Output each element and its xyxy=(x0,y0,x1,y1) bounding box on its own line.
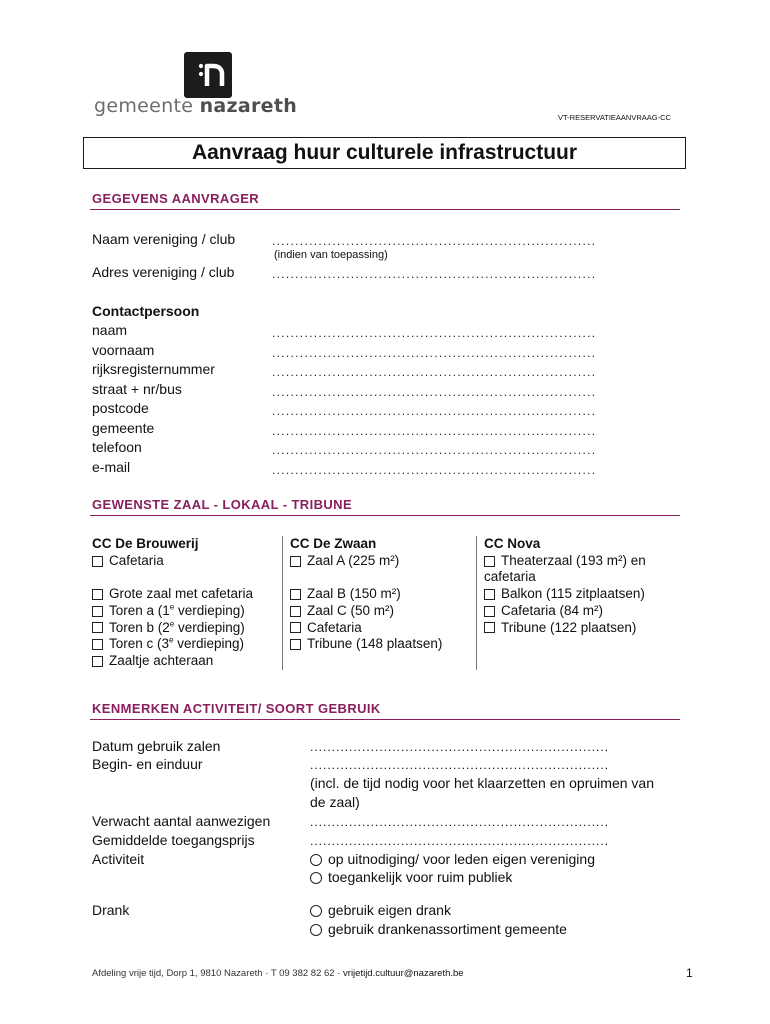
label-naam-vereniging: Naam vereniging / club xyxy=(92,231,236,247)
footer-address xyxy=(92,968,464,979)
checkbox[interactable] xyxy=(92,556,103,567)
text: verdieping) xyxy=(174,619,245,635)
radio-label: op uitnodiging/ voor leden eigen vereniging xyxy=(328,851,595,867)
label-drank: Drank xyxy=(92,902,130,918)
section-divider xyxy=(90,515,680,516)
field-gemeente[interactable]: ...................................................................... xyxy=(272,424,597,438)
option-zwaan-cafetaria[interactable] xyxy=(290,620,470,637)
option-brouwerij-cafetaria[interactable] xyxy=(92,553,282,570)
gemeente-logo-mark xyxy=(184,52,232,98)
option-zwaan-zaal-c[interactable] xyxy=(290,603,470,620)
checkbox[interactable] xyxy=(484,622,495,633)
field-straat[interactable]: ...................................................................... xyxy=(272,385,597,399)
checkbox[interactable] xyxy=(290,639,301,650)
option-label: Cafetaria xyxy=(307,619,362,635)
radio-drank-eigen[interactable] xyxy=(310,901,700,920)
option-label: Tribune (148 plaatsen) xyxy=(307,636,443,652)
option-label: Cafetaria (84 m²) xyxy=(501,602,604,618)
option-label: Zaal B (150 m²) xyxy=(307,586,401,602)
checkbox[interactable] xyxy=(92,639,103,650)
document-code: VT-RESERVATIEAANVRAAG-CC xyxy=(558,113,671,122)
option-nova-balkon[interactable] xyxy=(484,586,684,603)
checkbox[interactable] xyxy=(290,606,301,617)
option-zwaan-tribune[interactable] xyxy=(290,636,470,653)
checkbox[interactable] xyxy=(484,589,495,600)
section-title-aanvrager: GEGEVENS AANVRAGER xyxy=(92,191,260,206)
checkbox[interactable] xyxy=(92,622,103,633)
footer-address-text: Afdeling vrije tijd, Dorp 1, 9810 Nazareth · T 09 382 82 62 · xyxy=(92,968,344,979)
option-label: Grote zaal met cafetaria xyxy=(109,586,254,602)
radio-label: gebruik drankenassortiment gemeente xyxy=(328,921,567,937)
radio-button[interactable] xyxy=(310,905,322,917)
column-cc-de-zwaan xyxy=(290,536,470,653)
option-nova-theaterzaal[interactable] xyxy=(484,553,684,570)
venue-title-zwaan: CC De Zwaan xyxy=(290,536,377,551)
label-activiteit: Activiteit xyxy=(92,851,145,867)
note-klaarzetten-line-2: de zaal) xyxy=(310,794,360,810)
option-label xyxy=(109,620,245,637)
checkbox[interactable] xyxy=(92,606,103,617)
field-toegangsprijs[interactable]: ..................................................................... xyxy=(310,834,610,848)
radio-drank-gemeente[interactable] xyxy=(310,920,700,939)
section-divider xyxy=(90,719,680,720)
page-title: Aanvraag huur culturele infrastructuur xyxy=(83,137,686,169)
radio-activiteit-uitnodiging[interactable] xyxy=(310,850,700,869)
checkbox[interactable] xyxy=(484,556,495,567)
label-gemeente: gemeente xyxy=(92,420,155,436)
spacer xyxy=(290,569,470,586)
label-begin-einduur: Begin- en einduur xyxy=(92,756,203,772)
label-naam: naam xyxy=(92,322,128,338)
option-brouwerij-toren-c[interactable] xyxy=(92,636,282,653)
option-label: Zaal C (50 m²) xyxy=(307,602,395,618)
option-brouwerij-zaaltje[interactable] xyxy=(92,653,282,670)
label-voornaam: voornaam xyxy=(92,342,155,358)
heading-contactpersoon: Contactpersoon xyxy=(92,303,200,319)
page-number: 1 xyxy=(686,966,693,980)
field-email[interactable]: ...................................................................... xyxy=(272,463,597,477)
section-title-kenmerken: KENMERKEN ACTIVITEIT/ SOORT GEBRUIK xyxy=(92,701,381,716)
venue-title-brouwerij: CC De Brouwerij xyxy=(92,536,199,551)
text: verdieping) xyxy=(174,602,245,618)
label-straat: straat + nr/bus xyxy=(92,381,182,397)
option-nova-cafetaria[interactable] xyxy=(484,603,684,620)
field-naam[interactable]: ...................................................................... xyxy=(272,326,597,340)
field-datum-gebruik[interactable]: ..................................................................... xyxy=(310,740,610,754)
field-aanwezigen[interactable]: ..................................................................... xyxy=(310,815,610,829)
option-brouwerij-toren-a[interactable] xyxy=(92,603,282,620)
field-telefoon[interactable]: ...................................................................... xyxy=(272,443,597,457)
option-label: Zaaltje achteraan xyxy=(109,652,214,668)
venue-title-nova: CC Nova xyxy=(484,536,541,551)
radio-label: gebruik eigen drank xyxy=(328,902,451,918)
section-title-zaal: GEWENSTE ZAAL - LOKAAL - TRIBUNE xyxy=(92,497,353,512)
checkbox[interactable] xyxy=(484,606,495,617)
label-aanwezigen: Verwacht aantal aanwezigen xyxy=(92,813,271,829)
option-label: Zaal A (225 m²) xyxy=(307,552,400,568)
column-cc-de-brouwerij xyxy=(92,536,282,670)
checkbox[interactable] xyxy=(290,556,301,567)
text: Toren c (3 xyxy=(109,636,170,652)
option-nova-tribune[interactable] xyxy=(484,620,684,637)
logo-word-gemeente: gemeente xyxy=(94,95,194,117)
text: Toren b (2 xyxy=(109,619,170,635)
logo-word-nazareth: nazareth xyxy=(199,95,298,117)
gemeente-logo-wordmark xyxy=(94,95,297,117)
note-klaarzetten-line-1: (incl. de tijd nodig voor het klaarzetten en opruimen van xyxy=(310,775,654,791)
field-begin-einduur[interactable]: ..................................................................... xyxy=(310,758,610,772)
checkbox[interactable] xyxy=(290,589,301,600)
option-label: Cafetaria xyxy=(109,552,164,568)
section-divider xyxy=(90,209,680,210)
option-label: Theaterzaal (193 m²) en xyxy=(501,552,646,568)
option-label: Balkon (115 zitplaatsen) xyxy=(501,586,645,602)
checkbox[interactable] xyxy=(290,622,301,633)
radio-label: toegankelijk voor ruim publiek xyxy=(328,869,513,885)
option-label: Tribune (122 plaatsen) xyxy=(501,619,637,635)
footer-email-link[interactable]: vrijetijd.cultuur@nazareth.be xyxy=(343,968,464,979)
superscript: e xyxy=(169,602,175,612)
radio-activiteit-publiek[interactable] xyxy=(310,868,700,887)
text: verdieping) xyxy=(173,636,245,652)
option-label xyxy=(109,636,244,653)
field-rijksregisternummer[interactable]: ...................................................................... xyxy=(272,365,597,379)
radio-button[interactable] xyxy=(310,872,322,884)
option-zwaan-zaal-b[interactable] xyxy=(290,586,470,603)
text: Toren a (1 xyxy=(109,602,170,618)
label-email: e-mail xyxy=(92,459,131,475)
label-postcode: postcode xyxy=(92,400,149,416)
option-brouwerij-toren-b[interactable] xyxy=(92,620,282,637)
field-voornaam[interactable]: ...................................................................... xyxy=(272,346,597,360)
option-label xyxy=(109,603,245,620)
radio-button[interactable] xyxy=(310,854,322,866)
field-postcode[interactable]: ...................................................................... xyxy=(272,404,597,418)
column-divider xyxy=(476,536,477,670)
logo-n-icon xyxy=(184,52,232,98)
hint-indien-van-toepassing: (indien van toepassing) xyxy=(274,249,388,261)
column-divider xyxy=(282,536,283,670)
label-adres-vereniging: Adres vereniging / club xyxy=(92,264,235,280)
option-zwaan-zaal-a[interactable] xyxy=(290,553,470,570)
label-datum-gebruik: Datum gebruik zalen xyxy=(92,738,221,754)
column-cc-nova xyxy=(484,536,684,636)
field-adres-vereniging[interactable]: ...................................................................... xyxy=(272,267,597,281)
label-toegangsprijs: Gemiddelde toegangsprijs xyxy=(92,832,255,848)
radio-button[interactable] xyxy=(310,924,322,936)
label-rijksregisternummer: rijksregisternummer xyxy=(92,361,215,377)
label-telefoon: telefoon xyxy=(92,439,142,455)
spacer xyxy=(92,569,282,586)
option-brouwerij-grote-zaal[interactable] xyxy=(92,586,282,603)
option-nova-theaterzaal-cont xyxy=(484,569,684,586)
superscript: e xyxy=(169,619,175,628)
checkbox[interactable] xyxy=(92,589,103,600)
superscript: e xyxy=(169,635,174,645)
option-label: cafetaria xyxy=(484,569,536,585)
checkbox[interactable] xyxy=(92,656,103,667)
field-naam-vereniging[interactable]: ...................................................................... xyxy=(272,234,597,248)
